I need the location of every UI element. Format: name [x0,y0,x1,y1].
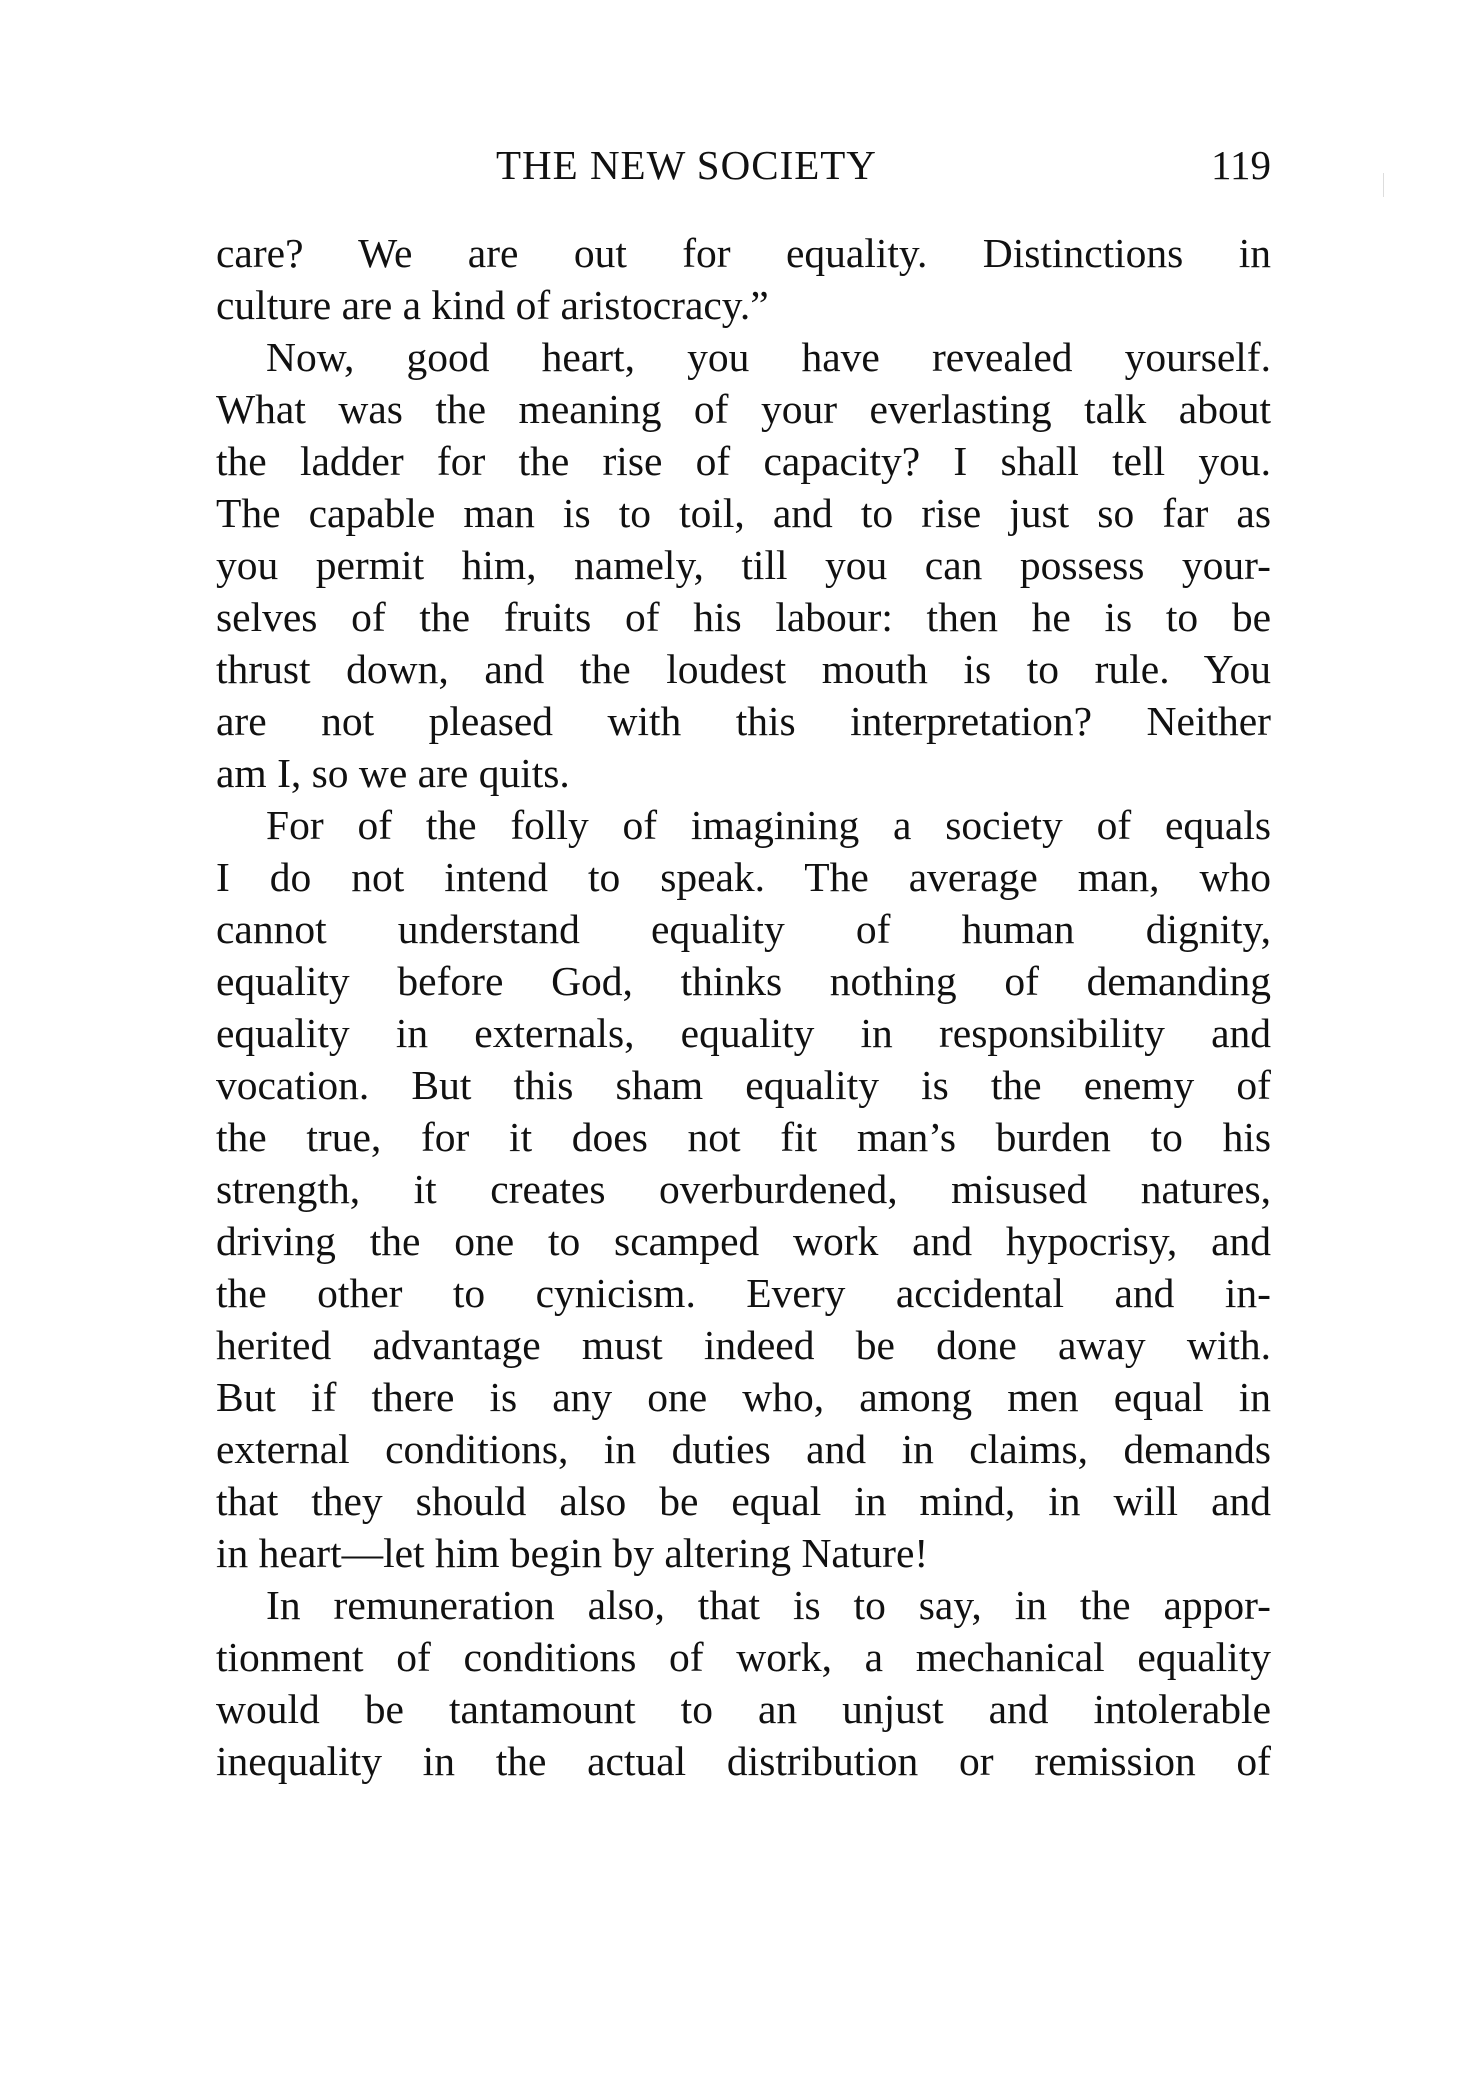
page-number: 119 [1211,142,1271,188]
body-text [216,227,1271,1787]
text-line: equality before God, thinks nothing of demanding [216,958,1271,1004]
text-line: What was the meaning of your everlasting talk about [216,386,1271,432]
text-line: driving the one to scamped work and hypocrisy, and [216,1218,1271,1264]
text-line: in heart—let him begin by altering Nature! [216,1530,929,1576]
text-line: vocation. But this sham equality is the enemy of [216,1062,1271,1108]
text-line: the other to cynicism. Every accidental and in- [216,1270,1271,1316]
text-line: am I, so we are quits. [216,750,570,796]
text-line: inequality in the actual distribution or remission of [216,1738,1271,1784]
text-line: would be tantamount to an unjust and intolerable [216,1686,1271,1732]
text-line: the true, for it does not fit man’s burden to his [216,1114,1271,1160]
text-line: For of the folly of imagining a society of equals [266,802,1271,848]
text-line: In remuneration also, that is to say, in the appor- [266,1582,1271,1628]
text-line: culture are a kind of aristocracy.” [216,282,769,328]
text-line: Now, good heart, you have revealed yourself. [266,334,1271,380]
text-line: But if there is any one who, among men equal in [216,1374,1271,1420]
page-header [216,140,1271,190]
text-line: you permit him, namely, till you can possess your- [216,542,1271,588]
text-line: thrust down, and the loudest mouth is to rule. You [216,646,1271,692]
running-title: THE NEW SOCIETY [496,142,877,188]
text-line: external conditions, in duties and in claims, demands [216,1426,1271,1472]
text-line: cannot understand equality of human dignity, [216,906,1271,952]
margin-mark [1383,173,1384,197]
text-line: equality in externals, equality in responsibility and [216,1010,1271,1056]
text-line: The capable man is to toil, and to rise just so far as [216,490,1271,536]
text-line: I do not intend to speak. The average man, who [216,854,1271,900]
text-line: strength, it creates overburdened, misused natures, [216,1166,1271,1212]
text-line: selves of the fruits of his labour: then he is to be [216,594,1271,640]
text-line: are not pleased with this interpretation? Neither [216,698,1271,744]
text-line: care? We are out for equality. Distinctions in [216,230,1271,276]
text-line: that they should also be equal in mind, in will and [216,1478,1271,1524]
text-line: the ladder for the rise of capacity? I shall tell you. [216,438,1271,484]
text-line: tionment of conditions of work, a mechanical equality [216,1634,1271,1680]
text-line: herited advantage must indeed be done away with. [216,1322,1271,1368]
